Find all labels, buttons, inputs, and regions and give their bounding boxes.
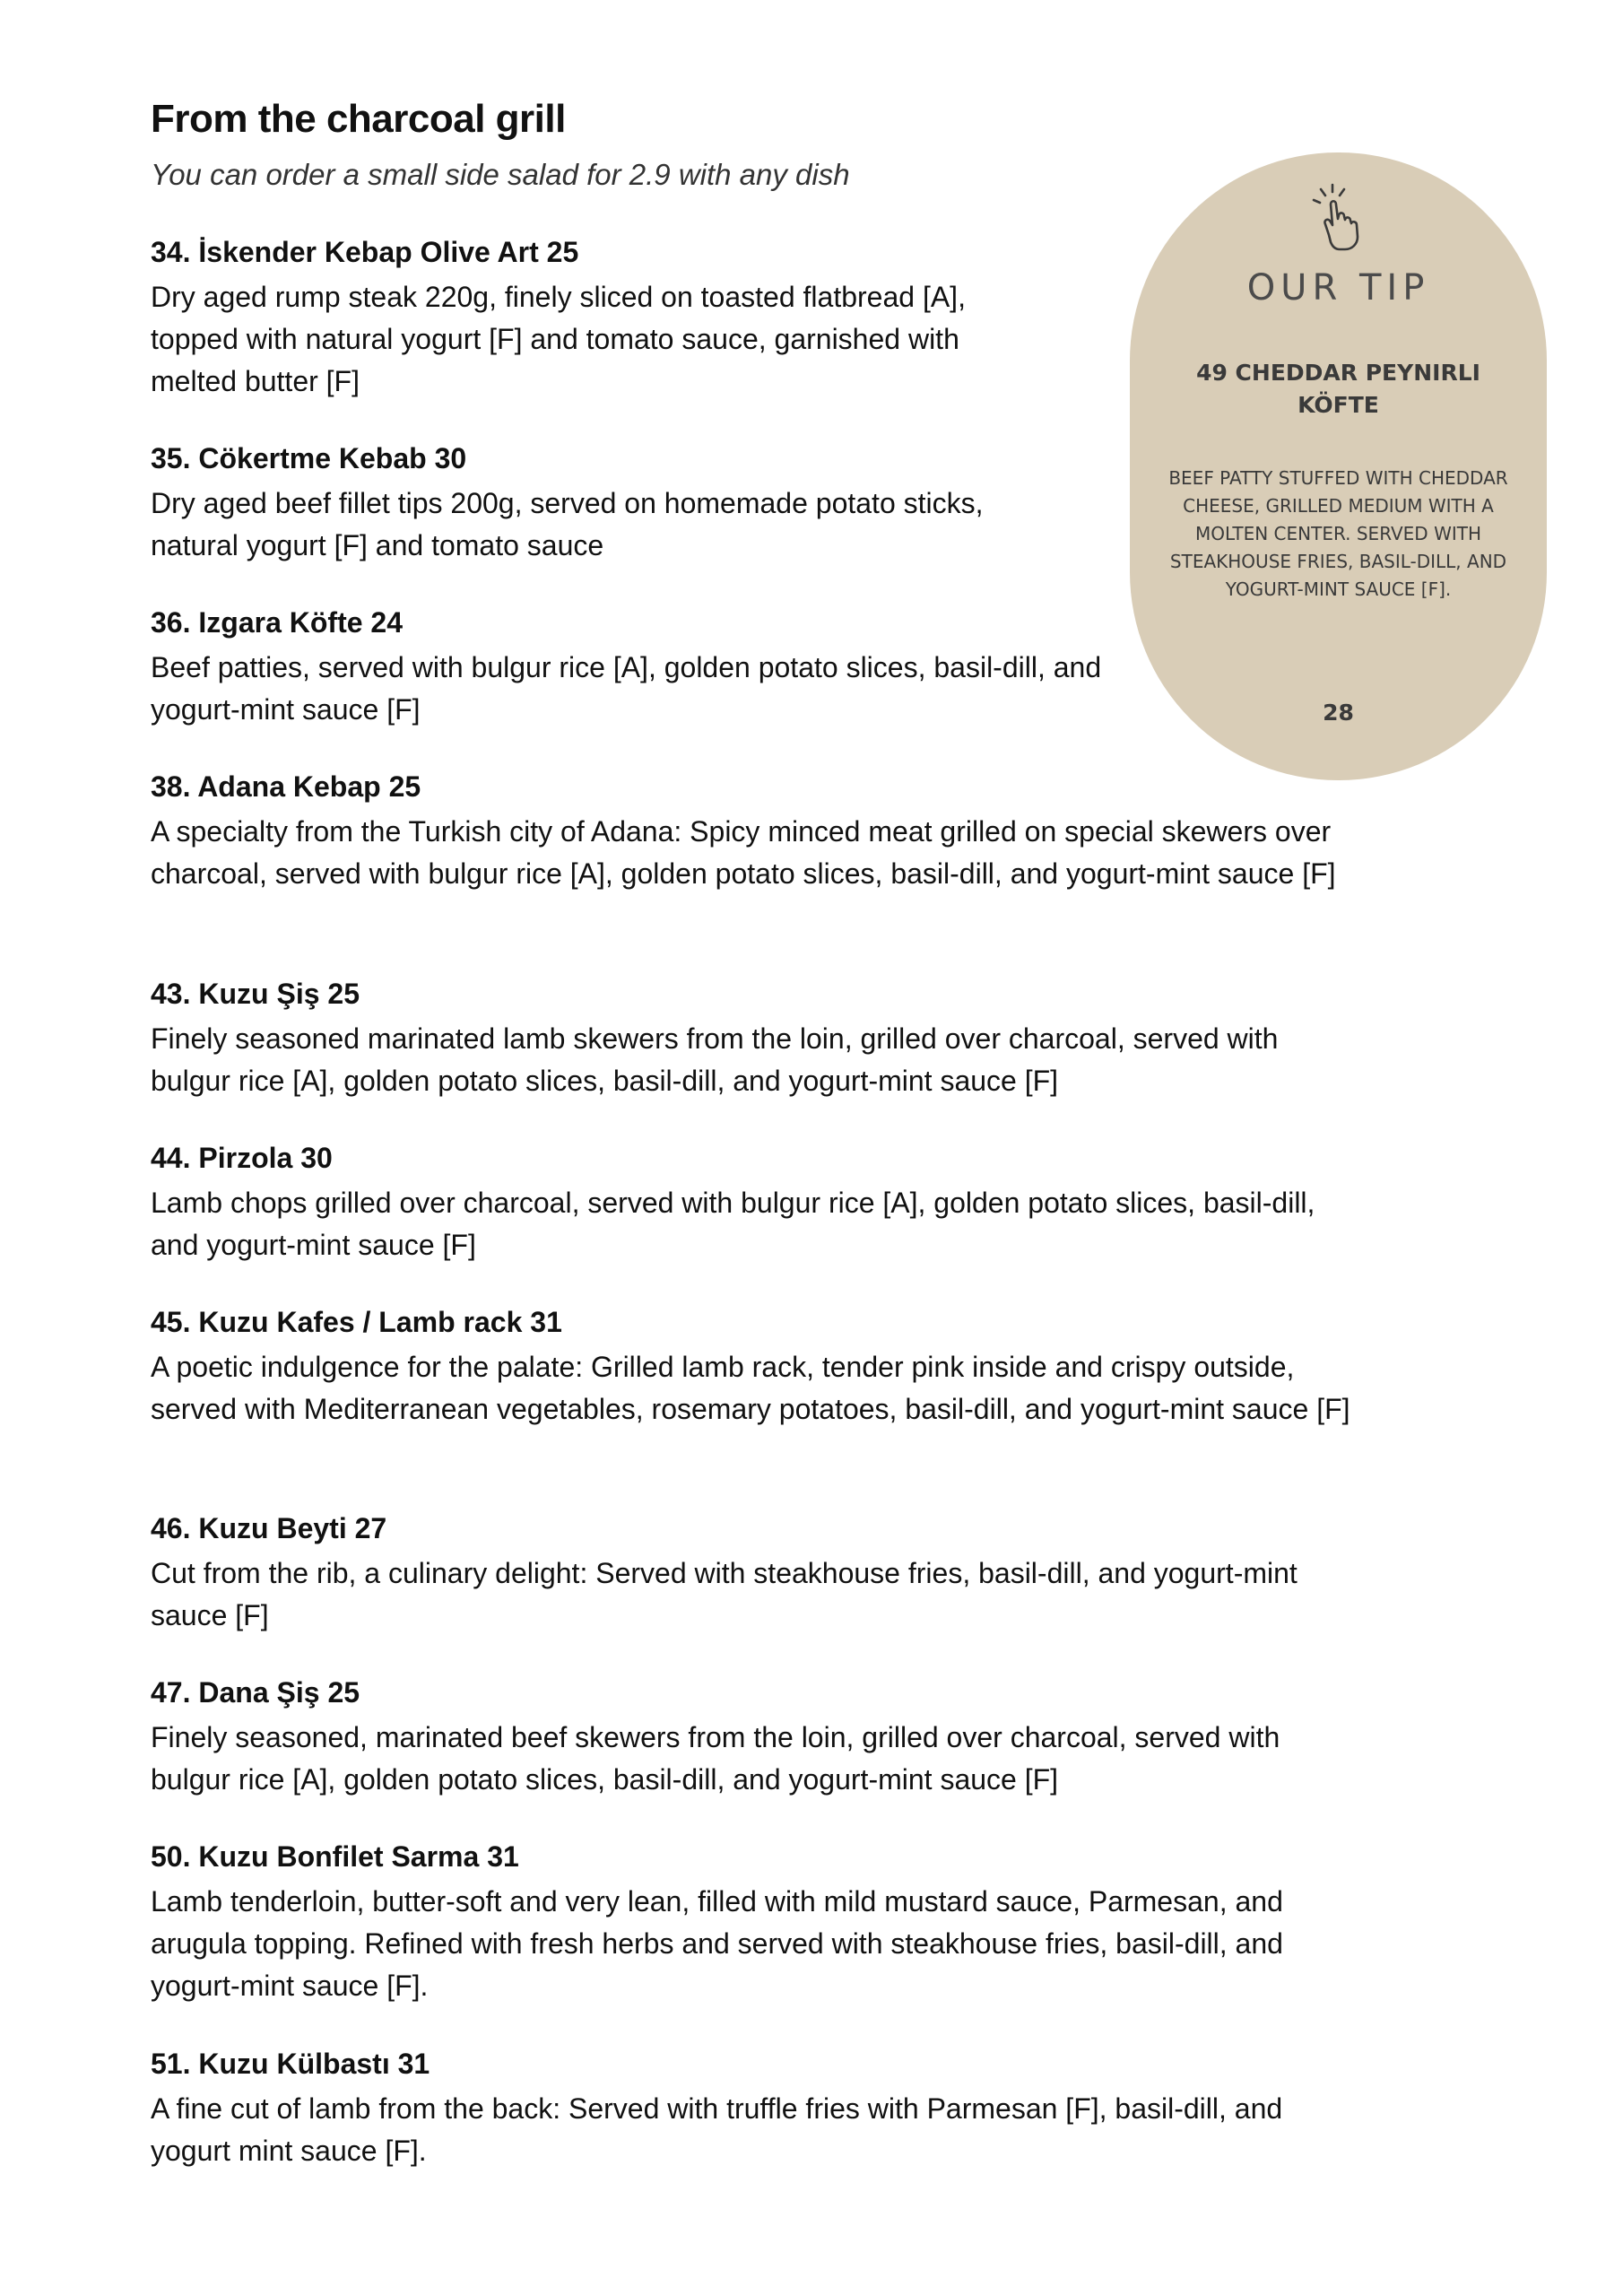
menu-item-title: 50. Kuzu Bonfilet Sarma 31 bbox=[151, 1840, 519, 1873]
menu-item bbox=[151, 1834, 1370, 2007]
menu-item bbox=[151, 230, 1029, 403]
menu-item-description: Beef patties, served with bulgur rice [A], golden potato slices, basil-dill, and yogurt-mint sauce [F] bbox=[151, 651, 1102, 726]
section-subtitle: You can order a small side salad for 2.9 with any dish bbox=[151, 158, 850, 191]
tip-dish-description: BEEF PATTY STUFFED WITH CHEDDAR CHEESE, GRILLED MEDIUM WITH A MOLTEN CENTER. SERVED WITH STEAKHOUSE FRIES, BASIL-DILL, AND YOGURT-MINT SAUCE [F]. bbox=[1168, 467, 1508, 600]
menu-item bbox=[151, 1670, 1361, 1801]
menu-item bbox=[151, 2041, 1343, 2172]
menu-item-description: Finely seasoned marinated lamb skewers from the loin, grilled over charcoal, served with bulgur rice [A], golden potato slices, basil-dill, and yogurt-mint sauce [F] bbox=[151, 1022, 1279, 1097]
tip-label: OUR TIP bbox=[1246, 267, 1430, 309]
menu-item bbox=[151, 1506, 1343, 1637]
menu-item-description: Lamb chops grilled over charcoal, served with bulgur rice [A], golden potato slices, basil-dill, and yogurt-mint sauce [F] bbox=[151, 1187, 1315, 1261]
menu-item-title: 36. Izgara Köfte 24 bbox=[151, 606, 403, 639]
menu-item-title: 38. Adana Kebap 25 bbox=[151, 770, 421, 803]
menu-item bbox=[151, 436, 1038, 567]
menu-item bbox=[151, 1135, 1352, 1266]
menu-item-title: 34. İskender Kebap Olive Art 25 bbox=[151, 236, 579, 268]
menu-item-description: Cut from the rib, a culinary delight: Served with steakhouse fries, basil-dill, and yogurt-mint sauce [F] bbox=[151, 1557, 1298, 1631]
menu-item-description: Dry aged rump steak 220g, finely sliced on toasted flatbread [A], topped with natural yogurt [F] and tomato sauce, garnished with melted butter [F] bbox=[151, 281, 966, 397]
menu-item bbox=[151, 1300, 1352, 1431]
menu-item-title: 46. Kuzu Beyti 27 bbox=[151, 1512, 387, 1544]
menu-item bbox=[151, 971, 1361, 1102]
menu-item-description: Dry aged beef fillet tips 200g, served on homemade potato sticks, natural yogurt [F] and tomato sauce bbox=[151, 487, 984, 561]
section-heading: From the charcoal grill bbox=[151, 97, 566, 141]
tip-card bbox=[1130, 152, 1547, 780]
menu-item-description: A specialty from the Turkish city of Adana: Spicy minced meat grilled on special skewers over charcoal, served with bulgur rice [A], golden potato slices, basil-dill, and yogurt-mint sauce [F] bbox=[151, 815, 1336, 890]
tip-dish-name: 49 CHEDDAR PEYNIRLI KÖFTE bbox=[1196, 360, 1480, 418]
tip-price: 28 bbox=[1323, 700, 1354, 726]
pointing-hand-icon bbox=[1306, 183, 1370, 255]
menu-item bbox=[151, 764, 1361, 895]
menu-item-title: 43. Kuzu Şiş 25 bbox=[151, 978, 360, 1010]
menu-item-title: 35. Cökertme Kebab 30 bbox=[151, 442, 467, 474]
menu-item-description: Lamb tenderloin, butter-soft and very lean, filled with mild mustard sauce, Parmesan, and arugula topping. Refined with fresh herbs and served with steakhouse fries, basil-dill, and yogurt-mint sauce [F]. bbox=[151, 1885, 1283, 2002]
menu-item-title: 45. Kuzu Kafes / Lamb rack 31 bbox=[151, 1306, 562, 1338]
menu-item-description: A poetic indulgence for the palate: Grilled lamb rack, tender pink inside and crispy outside, served with Mediterranean vegetables, rosemary potatoes, basil-dill, and yogurt-mint sauce [F] bbox=[151, 1351, 1350, 1425]
menu-item-description: Finely seasoned, marinated beef skewers from the loin, grilled over charcoal, served with bulgur rice [A], golden potato slices, basil-dill, and yogurt-mint sauce [F] bbox=[151, 1721, 1280, 1796]
menu-item-description: A fine cut of lamb from the back: Served with truffle fries with Parmesan [F], basil-dill, and yogurt mint sauce [F]. bbox=[151, 2092, 1283, 2167]
menu-item-title: 51. Kuzu Külbastı 31 bbox=[151, 2048, 430, 2080]
menu-item-title: 47. Dana Şiş 25 bbox=[151, 1676, 360, 1709]
menu-item-title: 44. Pirzola 30 bbox=[151, 1142, 333, 1174]
menu-item bbox=[151, 600, 1119, 731]
